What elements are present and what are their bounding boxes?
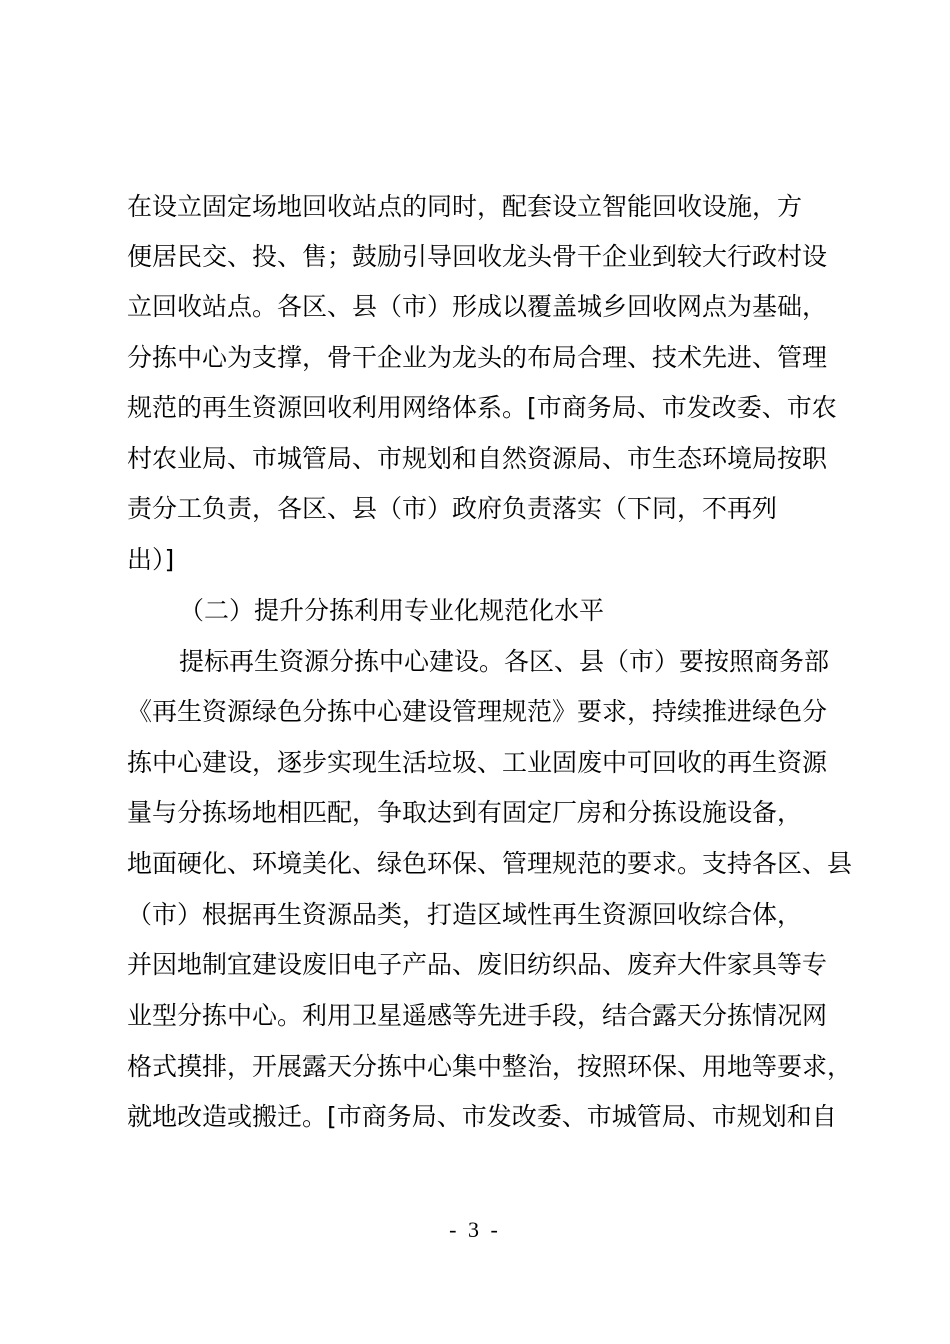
text-line: 格式摸排，开展露天分拣中心集中整治，按照环保、用地等要求，: [127, 1052, 853, 1081]
text-line: 在设立固定场地回收站点的同时，配套设立智能回收设施，方: [127, 192, 803, 221]
text-line: 业型分拣中心。利用卫星遥感等先进手段，结合露天分拣情况网: [127, 1001, 828, 1030]
text-line: 地面硬化、环境美化、绿色环保、管理规范的要求。支持各区、县: [127, 849, 853, 878]
text-line: 量与分拣场地相匹配，争取达到有固定厂房和分拣设施设备，: [127, 798, 803, 827]
text-line: 提标再生资源分拣中心建设。各区、县（市）要按照商务部: [179, 647, 830, 676]
text-line: 并因地制宜建设废旧电子产品、废旧纺织品、废弃大件家具等专: [127, 950, 828, 979]
text-line: 分拣中心为支撑，骨干企业为龙头的布局合理、技术先进、管理: [127, 343, 828, 372]
section-heading: （二）提升分拣利用专业化规范化水平: [179, 596, 605, 625]
text-line: 《再生资源绿色分拣中心建设管理规范》要求，持续推进绿色分: [127, 697, 828, 726]
text-line: 规范的再生资源回收利用网络体系。[市商务局、市发改委、市农: [127, 393, 837, 422]
text-line: 村农业局、市城管局、市规划和自然资源局、市生态环境局按职: [127, 444, 828, 473]
text-line: 就地改造或搬迁。[市商务局、市发改委、市城管局、市规划和自: [127, 1102, 837, 1131]
text-line: 出）]: [127, 545, 175, 574]
text-line: （市）根据再生资源品类，打造区域性再生资源回收综合体，: [127, 900, 803, 929]
text-line: 便居民交、投、售；鼓励引导回收龙头骨干企业到较大行政村设: [127, 242, 828, 271]
text-line: 拣中心建设，逐步实现生活垃圾、工业固废中可回收的再生资源: [127, 748, 828, 777]
text-line: 责分工负责，各区、县（市）政府负责落实（下同，不再列: [127, 494, 778, 523]
page-number: - 3 -: [449, 1217, 501, 1242]
text-line: 立回收站点。各区、县（市）形成以覆盖城乡回收网点为基础，: [127, 292, 828, 321]
